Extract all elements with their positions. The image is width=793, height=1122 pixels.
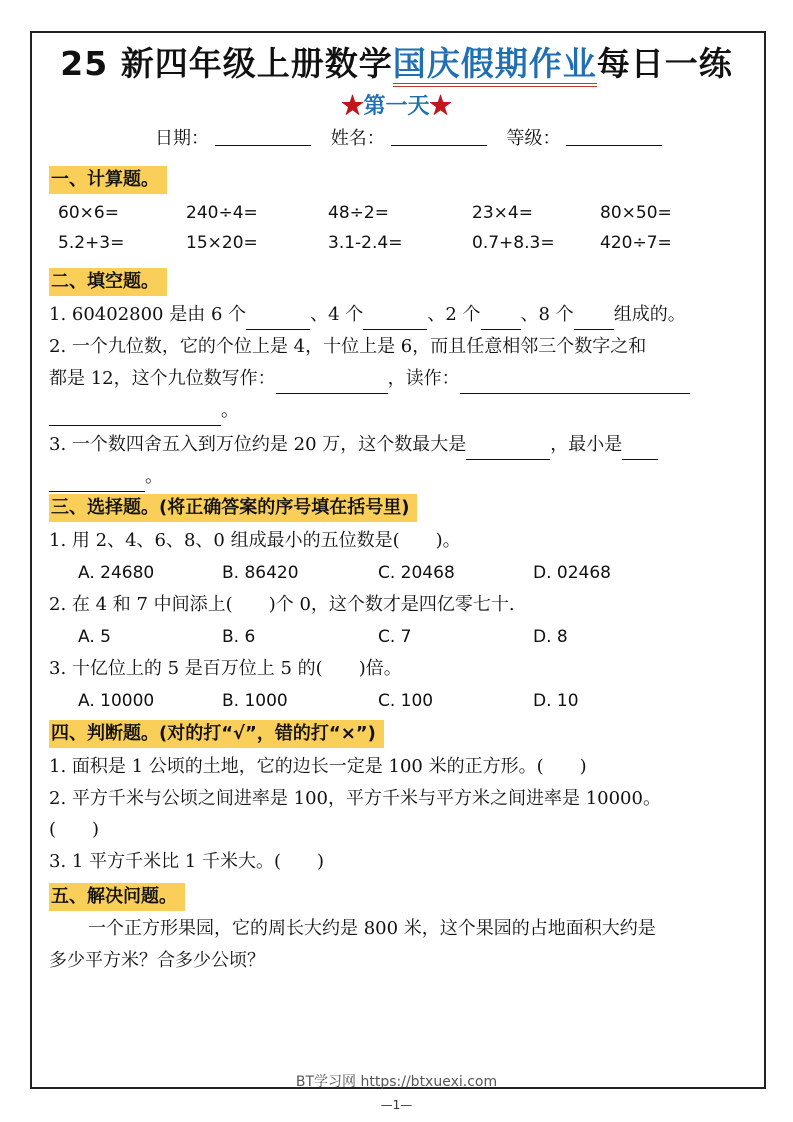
- answer-blank[interactable]: [363, 305, 427, 330]
- choice-option[interactable]: C. 7: [378, 627, 412, 647]
- judge-question: 2. 平方千米与公顷之间进率是 100，平方千米与平方米之间进率是 10000。: [49, 788, 661, 809]
- star-icon: ★: [341, 93, 364, 119]
- text: 1. 60402800 是由 6 个: [49, 304, 247, 325]
- choice-option[interactable]: B. 86420: [222, 563, 299, 583]
- calc-item: 3.1-2.4=: [328, 233, 403, 253]
- fill-question-3-end: [49, 465, 163, 492]
- choice-option[interactable]: A. 5: [78, 627, 111, 647]
- calc-item: 15×20=: [186, 233, 258, 253]
- title-suffix: 每日一练: [596, 44, 733, 83]
- name-label: 姓名：: [330, 128, 385, 149]
- problem-text: 一个正方形果园，它的周长大约是 800 米，这个果园的占地面积大约是: [88, 918, 656, 939]
- day-heading: [0, 89, 793, 120]
- answer-blank[interactable]: [622, 435, 658, 460]
- student-info: [155, 124, 676, 150]
- choice-option[interactable]: D. 8: [533, 627, 568, 647]
- text: ，读作：: [387, 368, 460, 389]
- text: 都是 12，这个九位数写作：: [49, 368, 276, 389]
- problem-text: 多少平方米？合多少公顷？: [49, 950, 265, 971]
- choice-question: 2. 在 4 和 7 中间添上( )个 0，这个数才是四亿零七十.: [49, 594, 515, 615]
- name-field[interactable]: [391, 145, 487, 146]
- calc-item: 23×4=: [472, 203, 533, 223]
- title-prefix: 25 新四年级上册数学: [60, 44, 393, 83]
- section-heading: 一、计算题。: [49, 166, 167, 194]
- answer-blank[interactable]: [466, 435, 550, 460]
- choice-option[interactable]: B. 1000: [222, 691, 288, 711]
- answer-blank[interactable]: [460, 369, 690, 394]
- text: 。: [221, 400, 239, 421]
- text: 、8 个: [520, 304, 574, 325]
- judge-question: 3. 1 平方千米比 1 千米大。( ): [49, 851, 325, 872]
- calc-item: 0.7+8.3=: [472, 233, 555, 253]
- grade-label: 等级：: [506, 128, 561, 149]
- choice-option[interactable]: C. 20468: [378, 563, 455, 583]
- text: 、4 个: [310, 304, 364, 325]
- fill-question-3: [49, 433, 658, 460]
- choice-question: 3. 十亿位上的 5 是百万位上 5 的( )倍。: [49, 658, 402, 679]
- judge-answer-bracket[interactable]: ( ): [49, 819, 100, 840]
- judge-question: 1. 面积是 1 公顷的土地，它的边长一定是 100 米的正方形。( ): [49, 756, 587, 777]
- choice-option[interactable]: D. 10: [533, 691, 579, 711]
- calc-item: 80×50=: [600, 203, 672, 223]
- page-title: [0, 38, 793, 85]
- answer-blank[interactable]: [481, 305, 521, 330]
- date-field[interactable]: [215, 145, 311, 146]
- text: 3. 一个数四舍五入到万位约是 20 万，这个数最大是: [49, 434, 467, 455]
- text: 组成的。: [613, 304, 686, 325]
- section-heading: 三、选择题。(将正确答案的序号填在括号里): [49, 494, 417, 522]
- answer-blank[interactable]: [574, 305, 614, 330]
- title-highlight: 国庆假期作业: [393, 44, 597, 87]
- choice-question: 1. 用 2、4、6、8、0 组成最小的五位数是( )。: [49, 530, 461, 551]
- text: 。: [145, 466, 163, 487]
- answer-blank[interactable]: [49, 401, 221, 426]
- section-heading: 五、解决问题。: [49, 883, 185, 911]
- grade-field[interactable]: [566, 145, 662, 146]
- watermark-footer: BT学习网 https://btxuexi.com: [295, 1074, 498, 1090]
- date-label: 日期：: [155, 128, 209, 149]
- fill-question-1: [49, 303, 686, 330]
- choice-option[interactable]: C. 100: [378, 691, 434, 711]
- section-heading: 四、判断题。(对的打“√”，错的打“×”): [49, 720, 384, 748]
- answer-blank[interactable]: [49, 467, 145, 492]
- answer-blank[interactable]: [276, 369, 388, 394]
- calc-item: 240÷4=: [186, 203, 258, 223]
- text: 、2 个: [427, 304, 481, 325]
- calc-item: 60×6=: [58, 203, 119, 223]
- choice-option[interactable]: A. 24680: [78, 563, 155, 583]
- calc-item: 48÷2=: [328, 203, 389, 223]
- answer-blank[interactable]: [246, 305, 310, 330]
- text: ，最小是: [550, 434, 623, 455]
- page-number: —1—: [380, 1098, 413, 1112]
- section-heading: 二、填空题。: [49, 268, 167, 296]
- choice-option[interactable]: A. 10000: [78, 691, 155, 711]
- choice-option[interactable]: D. 02468: [533, 563, 611, 583]
- day-label: 第一天: [363, 93, 430, 119]
- star-icon: ★: [429, 93, 452, 119]
- fill-question-2-end: [49, 399, 239, 426]
- choice-option[interactable]: B. 6: [222, 627, 256, 647]
- calc-item: 420÷7=: [600, 233, 672, 253]
- fill-question-2: 2. 一个九位数，它的个位上是 4，十位上是 6，而且任意相邻三个数字之和: [49, 336, 647, 357]
- fill-question-2-cont: [49, 367, 690, 394]
- calc-item: 5.2+3=: [58, 233, 125, 253]
